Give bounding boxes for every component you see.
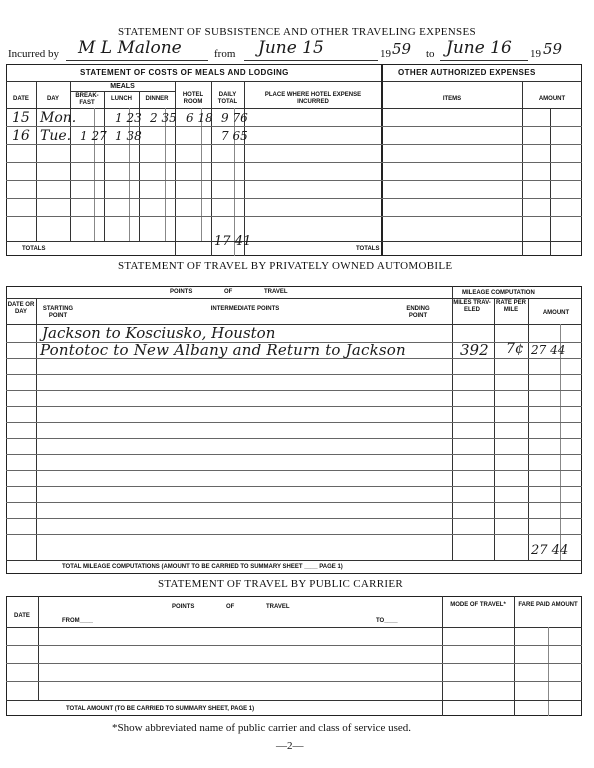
carrier-from-label: FROM____ <box>62 618 94 624</box>
row2-date[interactable]: 16 <box>12 128 30 144</box>
carrier-footer: TOTAL AMOUNT (TO BE CARRIED TO SUMMARY SHEET, PAGE 1) <box>66 706 255 712</box>
meals-totals-value[interactable]: 17 41 <box>214 234 252 249</box>
auto-section-title: STATEMENT OF TRAVEL BY PRIVATELY OWNED AUTOMOBILE <box>118 260 453 272</box>
carrier-points-of-travel: POINTS OF TRAVEL <box>172 604 290 610</box>
carrier-table <box>6 596 582 716</box>
col-breakfast: BREAK-FAST <box>75 93 99 106</box>
mileage-title: MILEAGE COMPUTATION <box>462 290 535 296</box>
col-lunch: LUNCH <box>111 96 132 102</box>
col-date: DATE <box>13 96 29 102</box>
col-daily: DAILY TOTAL <box>217 92 238 105</box>
auto-col-intermediate: INTERMEDIATE POINTS <box>210 306 280 312</box>
col-place: PLACE WHERE HOTEL EXPENSE INCURRED <box>264 92 362 105</box>
auto-footer: TOTAL MILEAGE COMPUTATIONS (AMOUNT TO BE CARRIED TO SUMMARY SHEET ____ PAGE 1) <box>62 564 343 570</box>
form-title: STATEMENT OF SUBSISTENCE AND OTHER TRAVELING EXPENSES <box>118 26 476 38</box>
year-2[interactable]: 59 <box>543 40 563 58</box>
carrier-section-title: STATEMENT OF TRAVEL BY PUBLIC CARRIER <box>158 578 404 590</box>
auto-points-of-travel: POINTS OF TRAVEL <box>170 289 288 295</box>
row2-lunch[interactable]: 1 38 <box>115 129 142 143</box>
col-hotel: HOTEL ROOM <box>182 92 204 105</box>
row1-day[interactable]: Mon. <box>40 110 77 126</box>
row1-hotel[interactable]: 6 18 <box>186 111 213 125</box>
row2-day[interactable]: Tue. <box>40 128 72 144</box>
row2-breakfast[interactable]: 1 27 <box>80 129 107 143</box>
year-1[interactable]: 59 <box>392 40 412 58</box>
row1-dinner[interactable]: 2 35 <box>150 111 177 125</box>
from-date[interactable]: June 15 <box>258 38 324 58</box>
auto-line2[interactable]: Pontotoc to New Albany and Return to Jackson <box>40 341 406 359</box>
carrier-col-date: DATE <box>14 613 30 619</box>
col-amount: AMOUNT <box>538 96 566 102</box>
auto-col-date: DATE OR DAY <box>7 302 35 315</box>
auto-total-amount[interactable]: 27 44 <box>531 543 569 558</box>
from-label: from <box>214 48 236 60</box>
col-dinner: DINNER <box>145 96 169 102</box>
auto-col-start: STARTING POINT <box>42 306 74 319</box>
row1-date[interactable]: 15 <box>12 110 30 126</box>
meals-totals-label: TOTALS <box>22 246 46 252</box>
auto-col-miles: MILES TRAV-ELED <box>453 300 491 313</box>
page-number: —2— <box>276 740 304 752</box>
row1-daily[interactable]: 9 76 <box>221 111 248 125</box>
auto-rate[interactable]: 7¢ <box>506 341 524 357</box>
col-items: ITEMS <box>442 96 462 102</box>
year-prefix-1: 19 <box>380 48 391 60</box>
carrier-col-fare: FARE PAID AMOUNT <box>518 602 578 608</box>
auto-col-rate: RATE PER MILE <box>496 300 526 313</box>
year-prefix-2: 19 <box>530 48 541 60</box>
incurred-by-label: Incurred by <box>8 48 60 60</box>
col-day: DAY <box>46 96 60 102</box>
footnote: *Show abbreviated name of public carrier and class of service used. <box>112 722 412 734</box>
auto-amount[interactable]: 27 44 <box>531 343 566 357</box>
auto-col-end: ENDING POINT <box>406 306 430 319</box>
row2-daily[interactable]: 7 65 <box>221 129 248 143</box>
meals-group-label: MEALS <box>110 83 135 90</box>
to-date[interactable]: June 16 <box>446 38 512 58</box>
other-expenses-title: OTHER AUTHORIZED EXPENSES <box>398 68 536 77</box>
other-totals-label: TOTALS <box>356 246 380 252</box>
meals-section-title: STATEMENT OF COSTS OF MEALS AND LODGING <box>80 68 289 77</box>
carrier-col-mode: MODE OF TRAVEL* <box>450 602 506 608</box>
auto-col-amount: AMOUNT <box>542 310 570 316</box>
incurred-by-value[interactable]: M L Malone <box>78 38 182 58</box>
carrier-to-label: TO____ <box>376 618 398 624</box>
to-label: to <box>426 48 435 60</box>
auto-line1[interactable]: Jackson to Kosciusko, Houston <box>42 324 276 342</box>
row1-lunch[interactable]: 1 23 <box>115 111 142 125</box>
auto-miles[interactable]: 392 <box>460 341 489 359</box>
